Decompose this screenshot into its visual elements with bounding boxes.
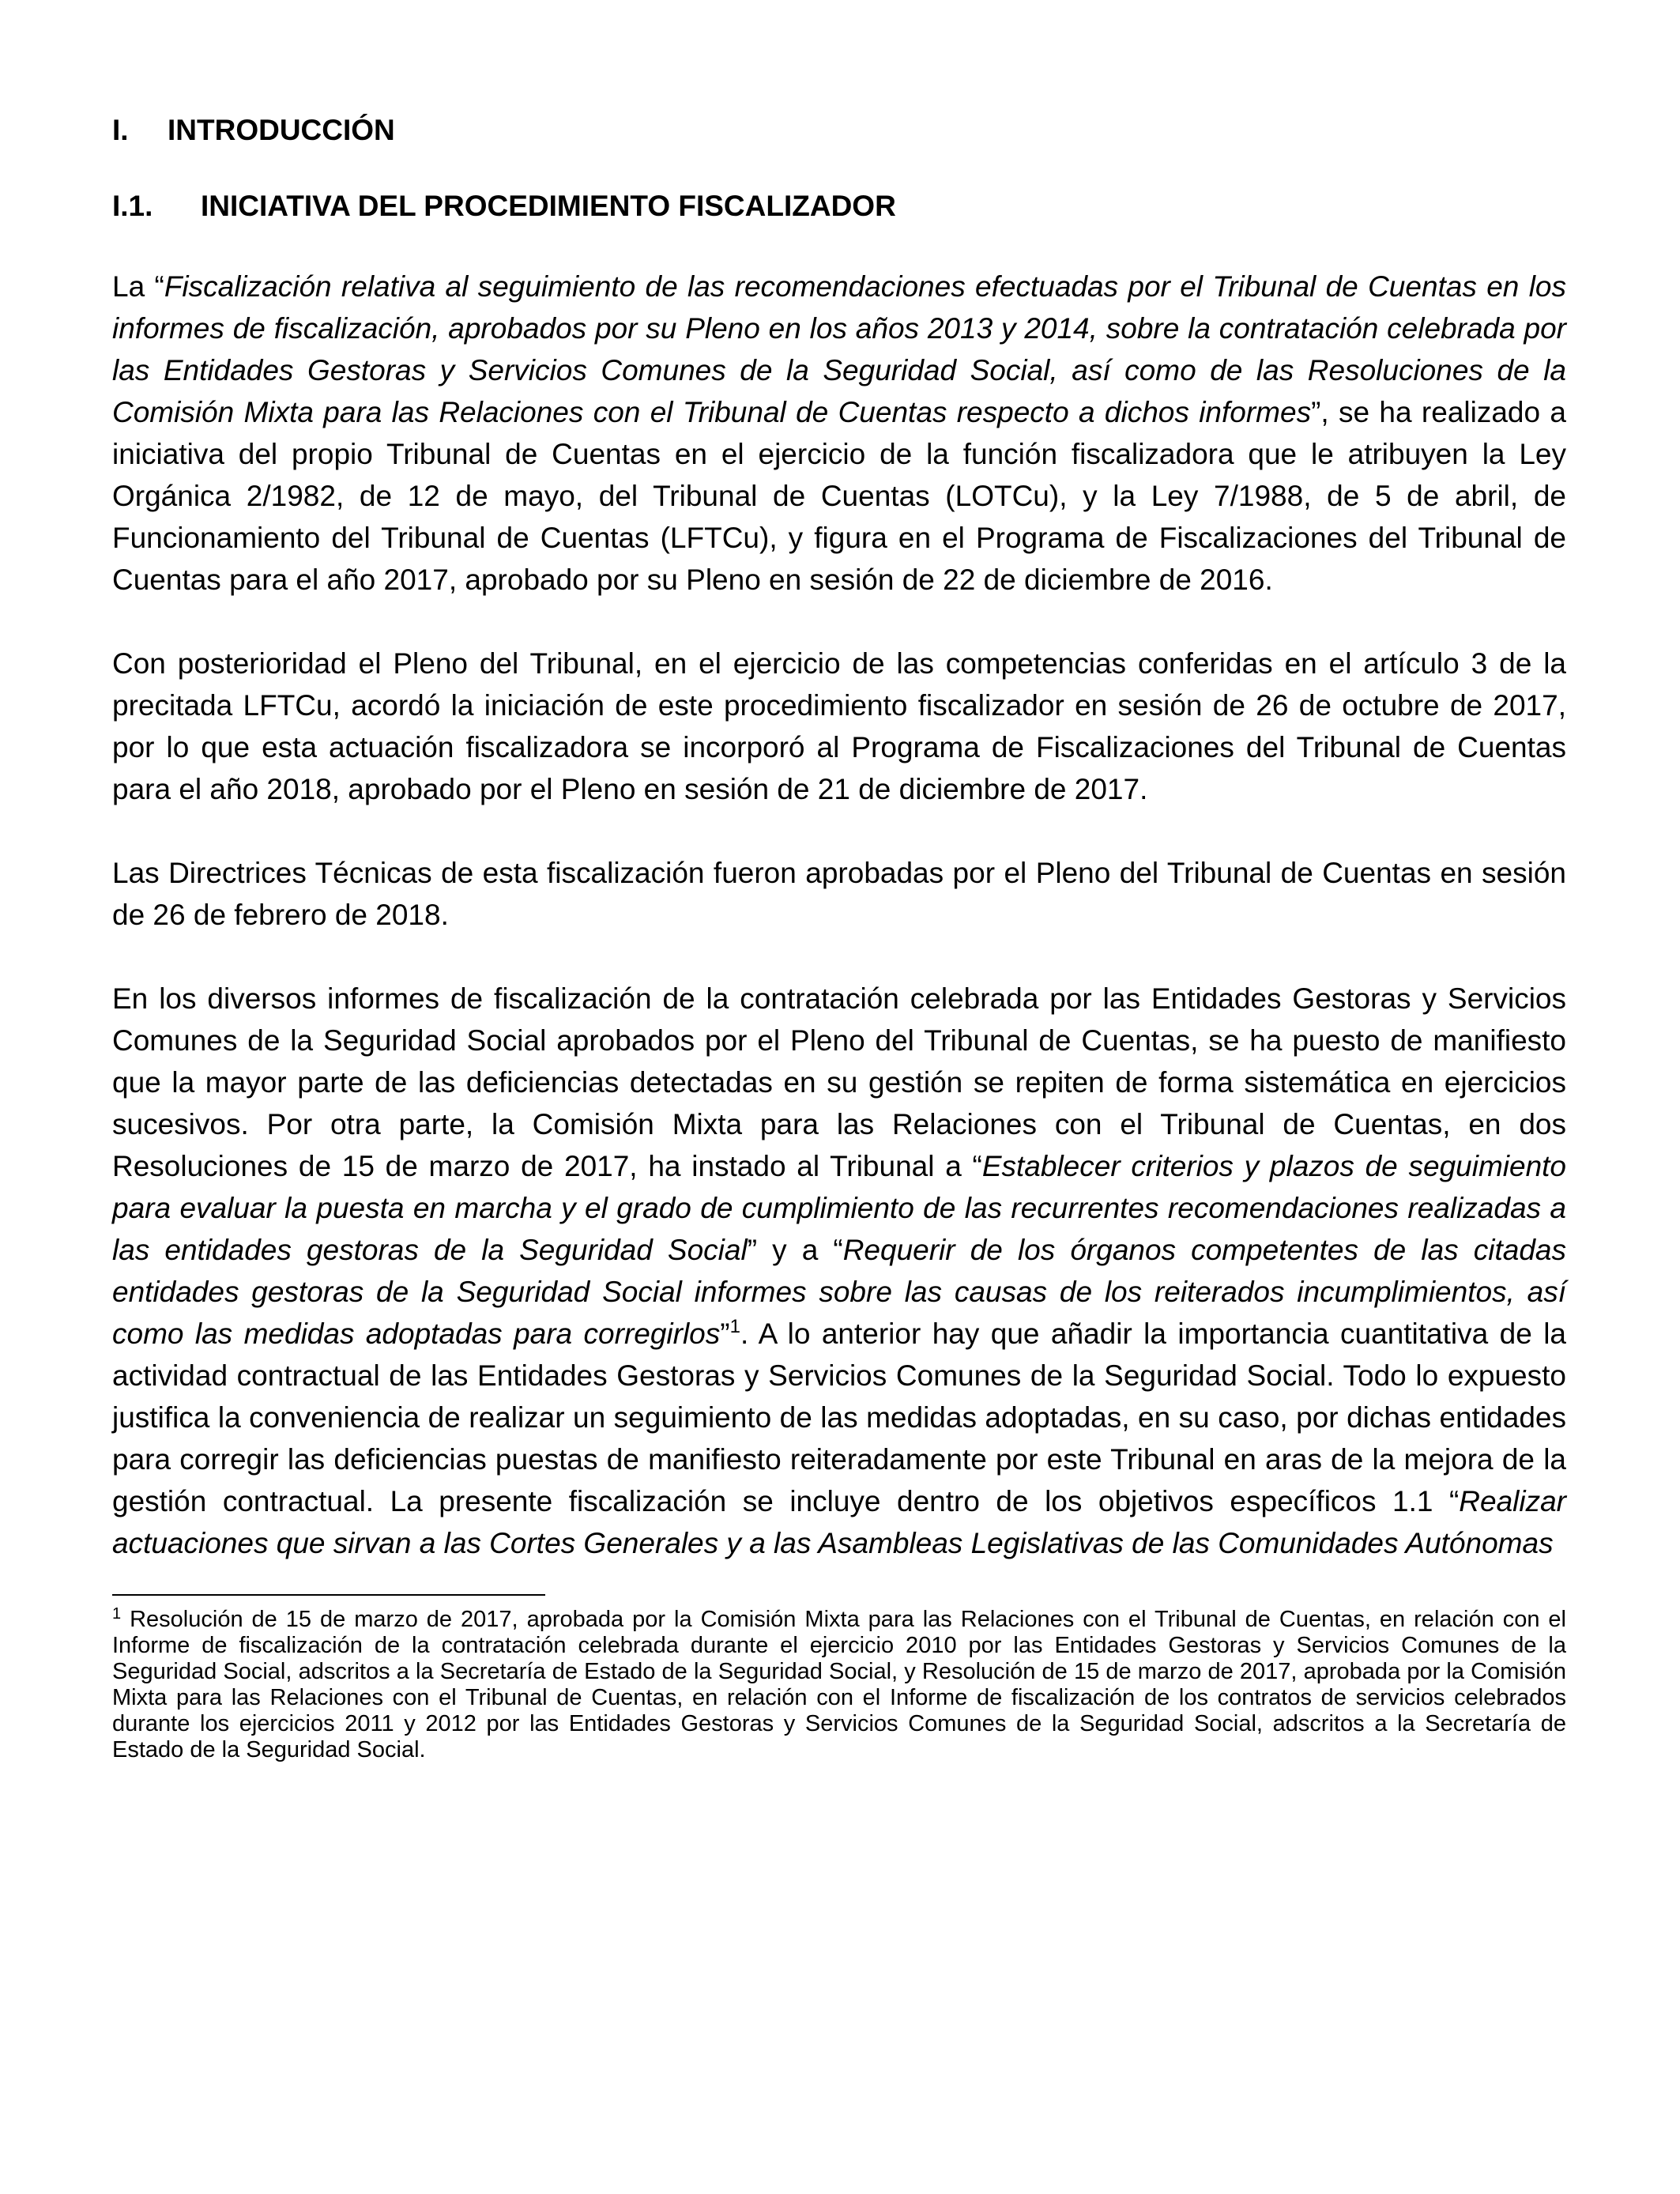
footnote bbox=[112, 1607, 1566, 1763]
paragraph-initiative bbox=[112, 266, 1566, 601]
text-run: ” bbox=[720, 1318, 730, 1350]
section-title: INTRODUCCIÓN bbox=[168, 114, 395, 146]
italic-title-run: Fiscalización relativa al seguimiento de las recomendaciones efectuadas por el Tribunal de Cuentas en los informes de fiscalización, aprobados por su Pleno en los años 2013 y 2014, sobre la contratación celebrada por las Entidades Gestoras y Servicios Comunes de la Seguridad Social, así como de las Resoluciones de la Comisión Mixta para las Relaciones con el Tribunal de Cuentas respecto a dichos informes bbox=[112, 270, 1566, 428]
paragraph-plenary-agreement: Con posterioridad el Pleno del Tribunal, en el ejercicio de las competencias conferidas en el artículo 3 de la precitada LFTCu, acordó la iniciación de este procedimiento fiscalizador en sesión de 26 de octubre de 2017, por lo que esta actuación fiscalizadora se incorporó al Programa de Fiscalizaciones del Tribunal de Cuentas para el año 2018, aprobado por el Pleno en sesión de 21 de diciembre de 2017. bbox=[112, 647, 1566, 805]
italic-quote-run: Requerir de los órganos competentes de las citadas entidades gestoras de la Seguridad Social informes sobre las causas de los reiterados incumplimientos, así como las medidas adoptadas para corregirlos bbox=[112, 1234, 1566, 1350]
section-number: I. bbox=[112, 114, 129, 146]
footnote-marker: 1 bbox=[112, 1605, 122, 1623]
italic-quote-run: Realizar actuaciones que sirvan a las Cortes Generales y a las Asambleas Legislativas de las Comunidades Autónomas bbox=[112, 1485, 1566, 1559]
subsection-number: I.1. bbox=[112, 190, 153, 222]
subsection-heading bbox=[112, 187, 1566, 226]
footnote-reference[interactable]: 1 bbox=[729, 1316, 740, 1337]
text-run: En los diversos informes de fiscalización de la contratación celebrada por las Entidades Gestoras y Servicios Comunes de la Seguridad Social aprobados por el Pleno del Tribunal de Cuentas, se ha puesto de manifiesto que la mayor parte de las deficiencias detectadas en su gestión se repiten de forma sistemática en ejercicios sucesivos. Por otra parte, la Comisión Mixta para las Relaciones con el Tribunal de Cuentas, en dos Resoluciones de 15 de marzo de 2017, ha instado al Tribunal a “ bbox=[112, 982, 1566, 1182]
text-run: . A lo anterior hay que añadir la importancia cuantitativa de la actividad contractual de las Entidades Gestoras y Servicios Comunes de la Seguridad Social. Todo lo expuesto justifica la conveniencia de realizar un seguimiento de las medidas adoptadas, en su caso, por dichas entidades para corregir las deficiencias puestas de manifiesto reiteradamente por este Tribunal en aras de la mejora de la gestión contractual. La presente fiscalización se incluye dentro de los objetivos específicos 1.1 “ bbox=[112, 1318, 1566, 1517]
subsection-title: INICIATIVA DEL PROCEDIMIENTO FISCALIZADOR bbox=[201, 190, 896, 222]
text-run: ”, se ha realizado a iniciativa del propio Tribunal de Cuentas en el ejercicio de la función fiscalizadora que le atribuyen la Ley Orgánica 2/1982, de 12 de mayo, del Tribunal de Cuentas (LOTCu), y la Ley 7/1988, de 5 de abril, de Funcionamiento del Tribunal de Cuentas (LFTCu), y figura en el Programa de Fiscalizaciones del Tribunal de Cuentas para el año 2017, aprobado por su Pleno en sesión de 22 de diciembre de 2016. bbox=[112, 396, 1566, 596]
footnote-separator bbox=[112, 1594, 545, 1596]
footnote-text: Resolución de 15 de marzo de 2017, aprobada por la Comisión Mixta para las Relaciones con el Tribunal de Cuentas, en relación con el Informe de fiscalización de la contratación celebrada durante el ejercicio 2010 por las Entidades Gestoras y Servicios Comunes de la Seguridad Social, adscritos a la Secretaría de Estado de la Seguridad Social, y Resolución de 15 de marzo de 2017, aprobada por la Comisión Mixta para las Relaciones con el Tribunal de Cuentas, en relación con el Informe de fiscalización de los contratos de servicios celebrados durante los ejercicios 2011 y 2012 por las Entidades Gestoras y Servicios Comunes de la Seguridad Social, adscritos a la Secretaría de Estado de la Seguridad Social. bbox=[112, 1607, 1566, 1762]
italic-quote-run: Establecer criterios y plazos de seguimiento para evaluar la puesta en marcha y el grado de cumplimiento de las recurrentes recomendaciones realizadas a las entidades gestoras de la Seguridad Social bbox=[112, 1150, 1566, 1266]
text-run: ” y a “ bbox=[747, 1234, 843, 1266]
paragraph-justification bbox=[112, 978, 1566, 1564]
section-heading bbox=[112, 111, 1566, 150]
paragraph-technical-guidelines: Las Directrices Técnicas de esta fiscalización fueron aprobadas por el Pleno del Tribunal de Cuentas en sesión de 26 de febrero de 2018. bbox=[112, 857, 1566, 931]
text-run: La “ bbox=[112, 270, 164, 303]
document-page bbox=[112, 111, 1566, 1763]
